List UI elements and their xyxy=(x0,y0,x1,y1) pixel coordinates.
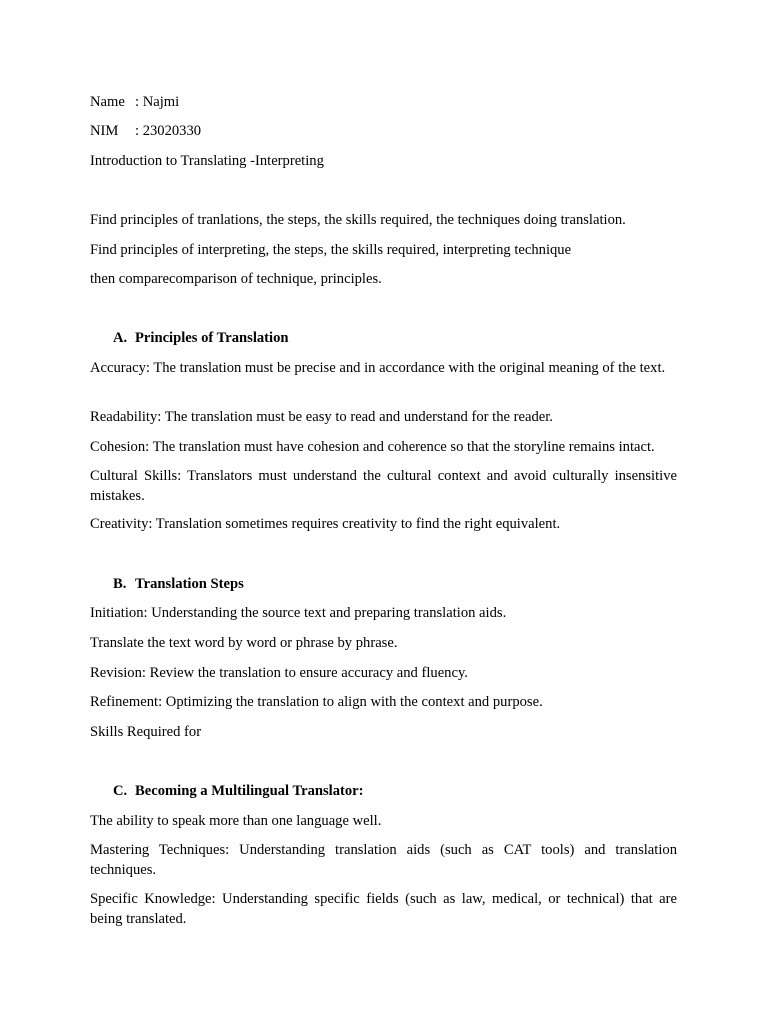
paragraph: Translate the text word by word or phrase by phrase. xyxy=(90,635,398,651)
task-line: then comparecomparison of technique, principles. xyxy=(90,271,382,287)
section-heading-a xyxy=(113,329,289,349)
section-title: Translation Steps xyxy=(135,576,244,592)
paragraph: Refinement: Optimizing the translation to align with the context and purpose. xyxy=(90,694,543,710)
paragraph: Readability: The translation must be easy to read and understand for the reader. xyxy=(90,409,553,425)
paragraph: Accuracy: The translation must be precise and in accordance with the original meaning of the text. xyxy=(90,360,666,376)
paragraph: Creativity: Translation sometimes requires creativity to find the right equivalent. xyxy=(90,516,561,532)
nim-value: : 23020330 xyxy=(135,123,202,139)
paragraph: Cultural Skills: Translators must understand the cultural context and avoid culturally insensitive mistakes. xyxy=(90,468,677,504)
section-title: Principles of Translation xyxy=(135,330,289,346)
section-marker: B. xyxy=(113,576,127,592)
paragraph: Revision: Review the translation to ensure accuracy and fluency. xyxy=(90,665,468,681)
task-line: Find principles of interpreting, the steps, the skills required, interpreting technique xyxy=(90,242,572,258)
task-line: Find principles of tranlations, the steps, the skills required, the techniques doing translation. xyxy=(90,212,626,228)
nim-line xyxy=(90,122,677,142)
name-value: : Najmi xyxy=(135,94,180,110)
section-heading-c xyxy=(113,782,364,802)
paragraph: Mastering Techniques: Understanding translation aids (such as CAT tools) and translation techniques. xyxy=(90,842,677,878)
name-line xyxy=(90,93,677,113)
section-marker: A. xyxy=(113,330,128,346)
section-marker: C. xyxy=(113,783,128,799)
section-title: Becoming a Multilingual Translator: xyxy=(135,783,364,799)
paragraph: Specific Knowledge: Understanding specific fields (such as law, medical, or technical) that are being translated. xyxy=(90,891,677,927)
paragraph: The ability to speak more than one language well. xyxy=(90,813,382,829)
paragraph: Cohesion: The translation must have cohesion and coherence so that the storyline remains intact. xyxy=(90,439,655,455)
paragraph: Skills Required for xyxy=(90,724,202,740)
name-label: Name xyxy=(90,94,125,110)
section-heading-b xyxy=(113,575,244,595)
nim-label: NIM xyxy=(90,123,119,139)
paragraph: Initiation: Understanding the source text and preparing translation aids. xyxy=(90,605,507,621)
course-title: Introduction to Translating -Interpreting xyxy=(90,153,324,169)
